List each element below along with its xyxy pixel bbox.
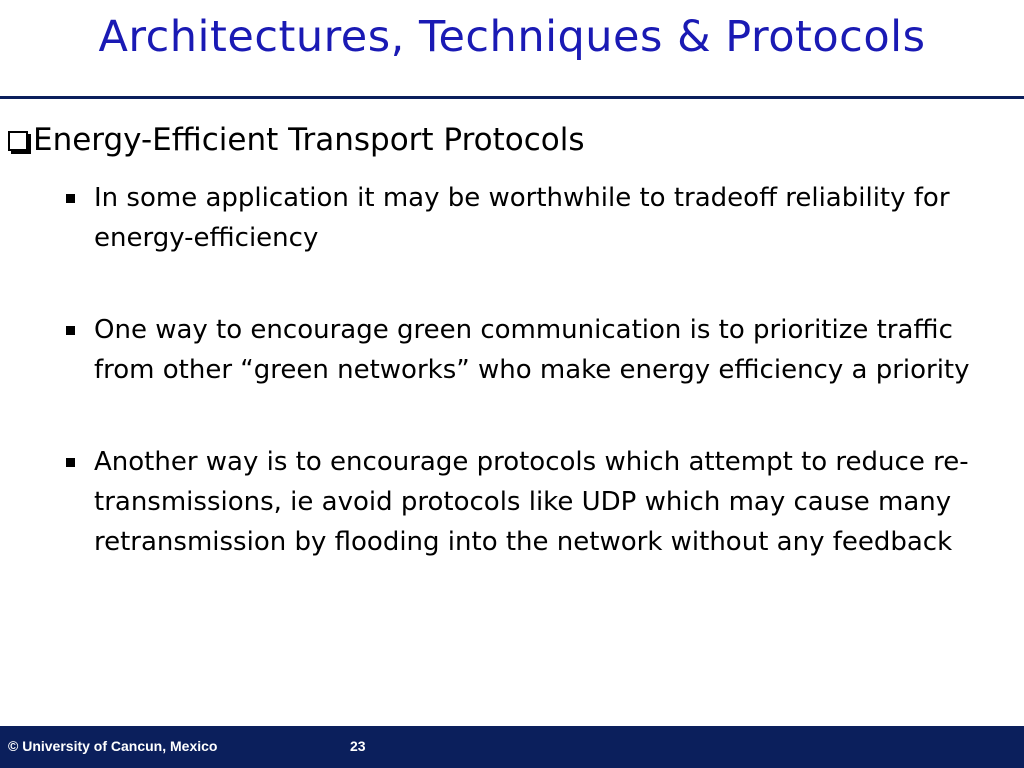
list-item (60, 442, 1020, 562)
list-item (60, 310, 1020, 390)
square-bullet-icon (66, 458, 75, 467)
checkbox-bullet-icon (8, 131, 28, 151)
list-item (60, 178, 1020, 258)
square-bullet-icon (66, 194, 75, 203)
square-bullet-icon (66, 326, 75, 335)
footer-copyright: © University of Cancun, Mexico (8, 738, 218, 754)
main-heading (8, 122, 585, 158)
title-divider (0, 96, 1024, 99)
main-heading-text: Energy-Efficient Transport Protocols (33, 122, 585, 158)
bullet-text: In some application it may be worthwhile to tradeoff reliability for energy-efficiency (94, 183, 950, 253)
slide-title: Architectures, Techniques & Protocols (98, 12, 926, 62)
bullet-list (60, 178, 1020, 614)
bullet-text: One way to encourage green communication is to prioritize traffic from other “green networks” who make energy efficiency a priority (94, 315, 970, 385)
bullet-text: Another way is to encourage protocols which attempt to reduce re-transmissions, ie avoid protocols like UDP which may cause many retransmission by flooding into the network without any feedback (94, 447, 969, 557)
page-number: 23 (350, 738, 366, 754)
footer-bar (0, 726, 1024, 768)
